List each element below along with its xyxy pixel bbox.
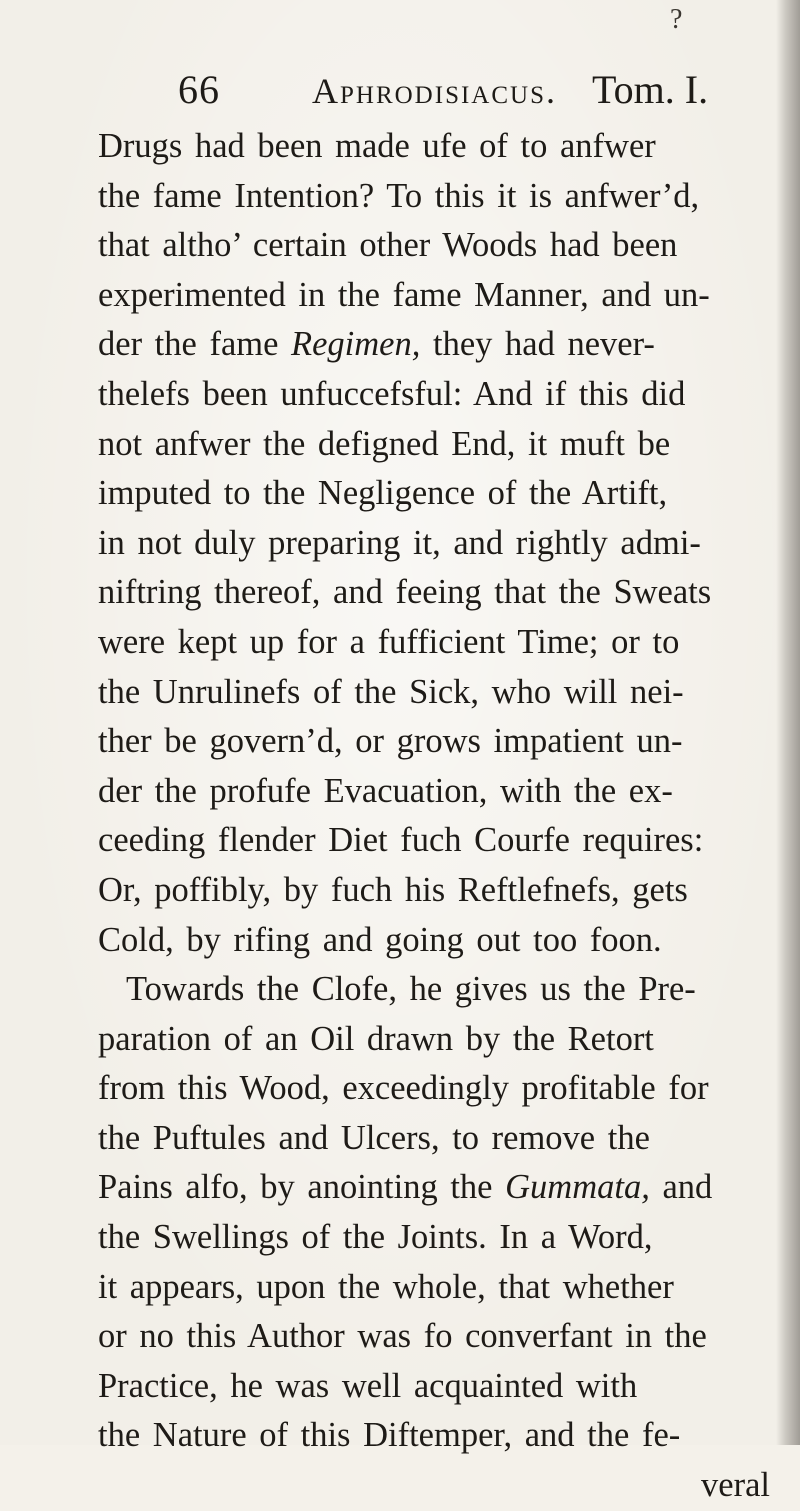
text-line: Drugs had been made ufe of to anfwer bbox=[98, 127, 656, 165]
text-line: were kept up for a fufficient Time; or to bbox=[98, 622, 680, 661]
text-line bbox=[98, 320, 778, 370]
text-line: Or, poffibly, by fuch his Reftlefnefs, gets bbox=[98, 870, 688, 909]
text-line: the Puftules and Ulcers, to remove the bbox=[98, 1118, 650, 1157]
text-line: the Unrulinefs of the Sick, who will nei- bbox=[98, 672, 684, 711]
text-line: niftring thereof, and feeing that the Sweats bbox=[98, 573, 712, 612]
text-run: Pains alfo, by anointing the bbox=[98, 1168, 506, 1207]
text-line: ceeding flender Diet fuch Courfe requires: bbox=[98, 821, 704, 860]
text-line: der the profufe Evacuation, with the ex- bbox=[98, 771, 673, 810]
text-run: der the fame bbox=[98, 325, 292, 364]
text-line: or no this Author was fo converfant in the bbox=[98, 1317, 707, 1356]
text-line: from this Wood, exceedingly profitable for bbox=[98, 1069, 709, 1108]
page-edge-shadow bbox=[776, 0, 800, 1445]
text-line: Practice, he was well acquainted with bbox=[98, 1366, 638, 1405]
text-line: the fame Intention? To this it is anfwer’d, bbox=[98, 176, 700, 215]
italic-term: Regimen, bbox=[291, 325, 421, 364]
volume-label: Tom. I. bbox=[592, 67, 709, 112]
catchword: veral bbox=[701, 1466, 770, 1505]
text-line: the Nature of this Diftemper, and the fe- bbox=[98, 1416, 681, 1455]
body-text bbox=[98, 122, 778, 1511]
text-line: that altho’ certain other Woods had been bbox=[98, 226, 678, 265]
paragraph-start-line: Towards the Clofe, he gives us the Pre- bbox=[126, 970, 696, 1009]
running-title: Aphrodisiacus. bbox=[312, 71, 557, 111]
text-line: it appears, upon the whole, that whether bbox=[98, 1267, 674, 1306]
text-run: and bbox=[649, 1168, 713, 1207]
text-run: they had never- bbox=[420, 325, 655, 364]
text-line: the Swellings of the Joints. In a Word, bbox=[98, 1218, 653, 1257]
text-line: paration of an Oil drawn by the Retort bbox=[98, 1019, 654, 1058]
italic-term: Gummata, bbox=[505, 1168, 650, 1207]
text-line: experimented in the fame Manner, and un- bbox=[98, 275, 710, 314]
text-line: imputed to the Negligence of the Artift, bbox=[98, 474, 668, 513]
text-line: ther be govern’d, or grows impatient un- bbox=[98, 722, 683, 761]
text-line: not anfwer the defigned End, it muft be bbox=[98, 424, 671, 463]
page-number: 66 bbox=[178, 67, 220, 112]
text-line bbox=[98, 1163, 778, 1213]
text-line: Cold, by rifing and going out too foon. bbox=[98, 920, 662, 959]
stray-mark: ? bbox=[670, 4, 683, 35]
text-line: in not duly preparing it, and rightly admi- bbox=[98, 523, 701, 562]
page-header bbox=[0, 66, 800, 116]
text-line: thelefs been unfuccefsful: And if this did bbox=[98, 374, 686, 413]
